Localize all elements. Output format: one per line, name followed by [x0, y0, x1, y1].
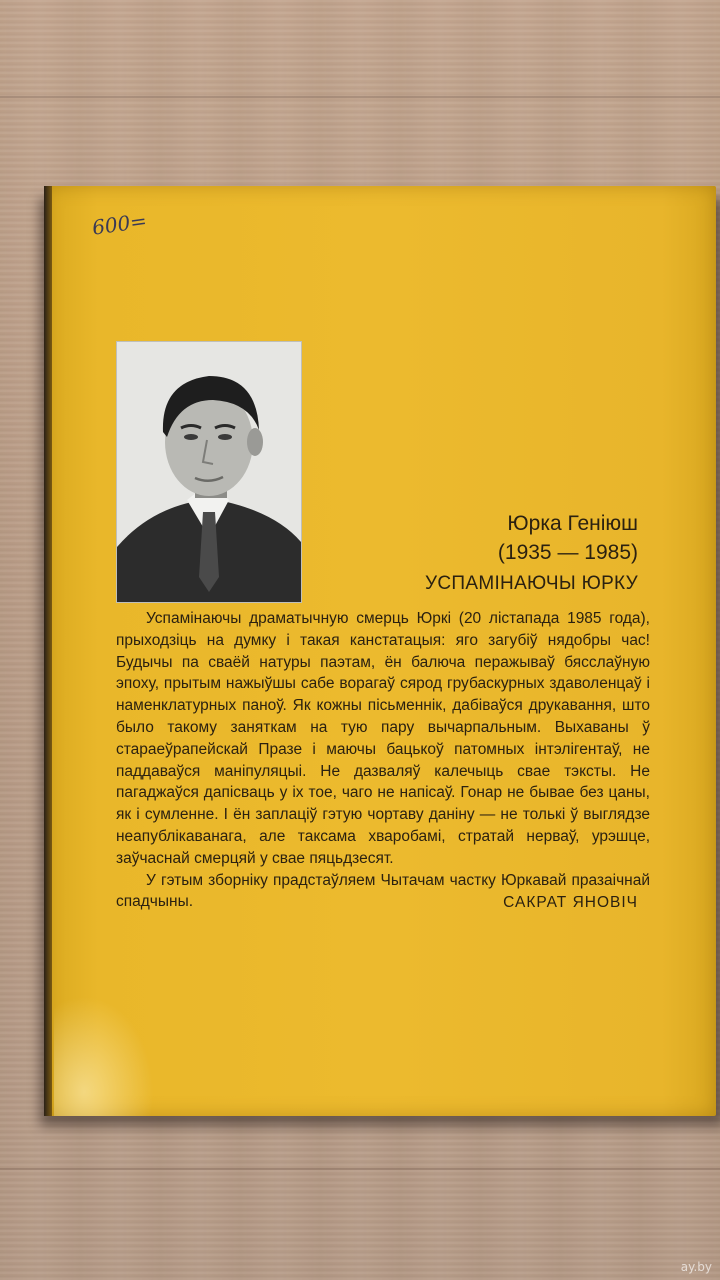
table-plank-seam [0, 1168, 720, 1170]
book-spine-edge [44, 186, 52, 1116]
paragraph: У гэтым зборніку прадстаўляем Чытачам частку Юркавай празаічнай спадчыны. [116, 871, 650, 911]
paragraph: Успамінаючы драматычную смерць Юркі (20 лістапада 1985 года), прыходзіць на думку і такая канстатацыя: яго загубіў нядобры час! Будычы па сваёй натуры паэтам, ён балюча перажываў бясслаўную эпоху, прытым нажыўшы сабе ворагаў сярод грубаскурных здаволенцаў і наменклатурных паноў. Як кожны пісьменнік, дабіваўся друкавання, што было такому заняткам на тую пару вычарпальным. Выхаваны ў стараеўрапейскай Празе і маючы бацькоў патомных інтэлігентаў, не паддаваўся маніпуляцыі. Не дазваляў калечыць свае тэксты. Не пагаджаўся дапісваць у іх тое, чаго не напісаў. Гонар не бывае без цаны, як і сумленне. І ён заплаціў гэтую чортаву даніну — не толькі ў выглядзе неапублікаванага, але таксама хваробамі, стратай нерваў, урэшце, заўчаснай смерцяй у свае пяцьдзесят. [116, 610, 650, 867]
table-plank-seam [0, 96, 720, 98]
handwritten-price: 600= [90, 208, 149, 240]
book-back-cover [44, 186, 716, 1116]
author-portrait [116, 341, 302, 603]
portrait-image [117, 342, 301, 602]
author-block [498, 509, 638, 567]
author-name: Юрка Геніюш [507, 512, 638, 535]
watermark: ay.by [680, 1260, 712, 1274]
memorial-text [116, 608, 650, 913]
cover-wear-mark [54, 996, 154, 1116]
signature: САКРАТ ЯНОВІЧ [503, 894, 638, 911]
section-heading: УСПАМІНАЮЧЫ ЮРКУ [425, 573, 638, 594]
author-years: (1935 — 1985) [497, 541, 638, 564]
